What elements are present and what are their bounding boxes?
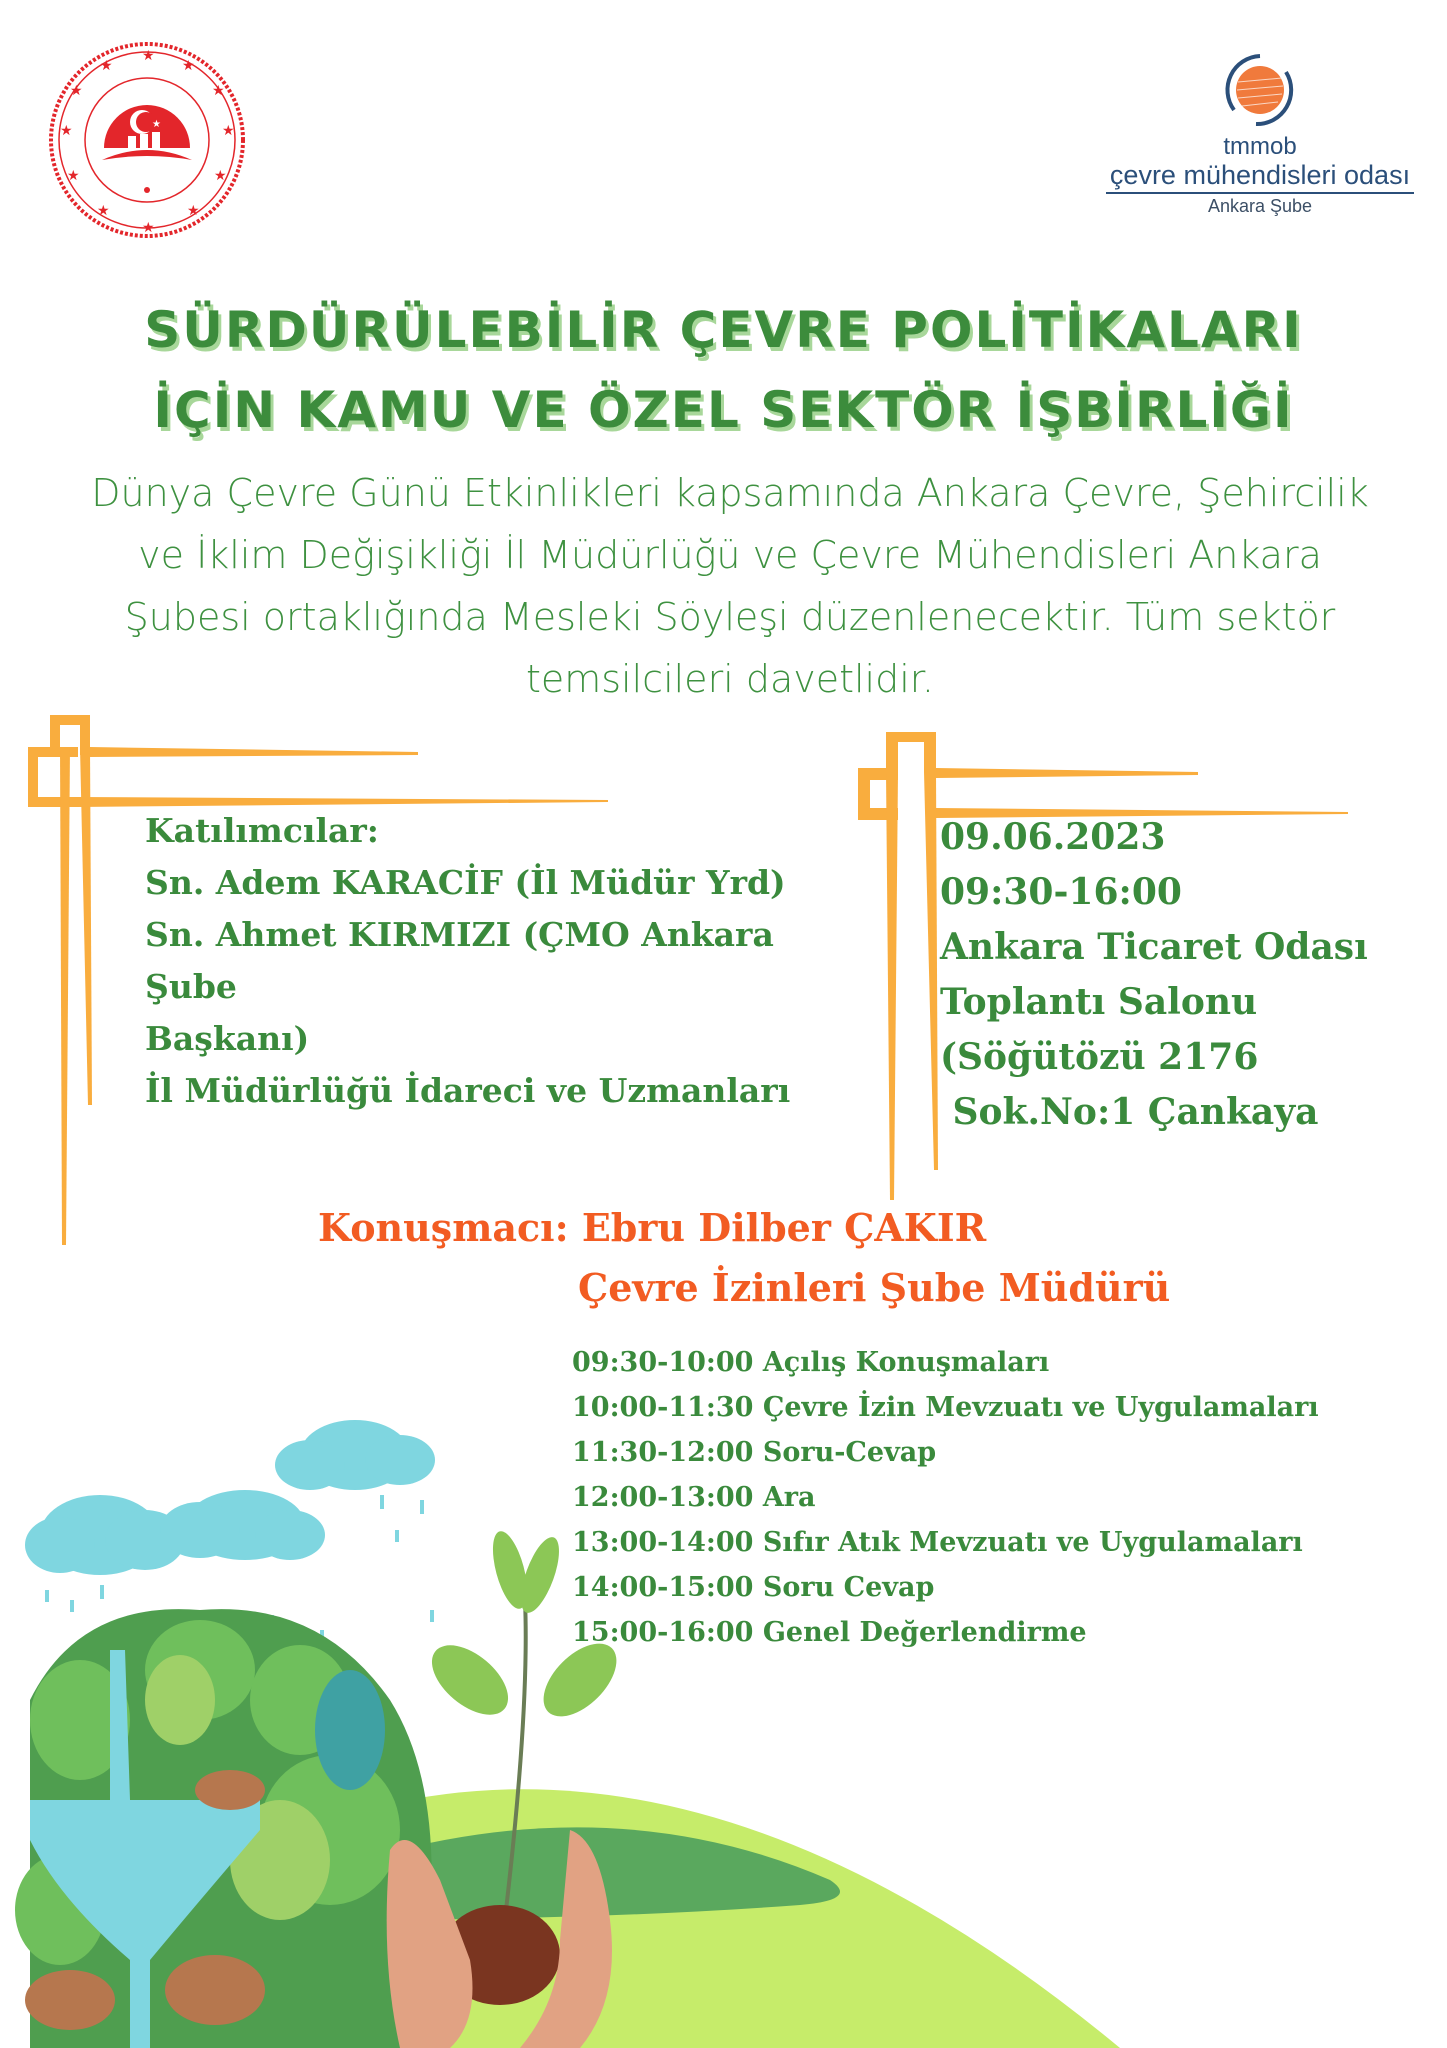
speaker-name: Konuşmacı: Ebru Dilber ÇAKIR	[318, 1205, 987, 1250]
page-title	[0, 290, 1447, 450]
intro-line: Şubesi ortaklığında Mesleki Söyleşi düzenlenecektir. Tüm sektör	[124, 595, 1336, 639]
svg-text:★: ★	[152, 119, 161, 130]
program-item: 13:00-14:00 Sıfır Atık Mevzuatı ve Uygulamaları	[572, 1527, 1303, 1558]
event-time: 09:30-16:00	[940, 871, 1182, 913]
svg-text:★: ★	[60, 123, 73, 139]
participant-line: Sn. Adem KARACİF (İl Müdür Yrd)	[145, 863, 786, 902]
svg-text:★: ★	[142, 48, 155, 64]
svg-text:★: ★	[97, 203, 110, 219]
participants-section	[145, 805, 845, 1117]
tmmob-logo	[1100, 52, 1420, 232]
ministry-logo	[42, 40, 252, 240]
intro-line: Dünya Çevre Günü Etkinlikleri kapsamında Ankara Çevre, Şehircilik	[91, 471, 1369, 515]
event-venue-line: Ankara Ticaret Odası	[940, 926, 1368, 968]
svg-text:★: ★	[182, 58, 195, 74]
svg-text:★: ★	[222, 123, 235, 139]
participant-line: Başkanı)	[145, 1019, 310, 1058]
event-venue-line: Sok.No:1 Çankaya	[940, 1091, 1319, 1133]
tmmob-org-name: çevre mühendisleri odası	[1106, 160, 1414, 194]
tmmob-branch: Ankara Şube	[1207, 196, 1313, 216]
tmmob-globe-icon	[1220, 52, 1300, 130]
program-item: 09:30-10:00 Açılış Konuşmaları	[572, 1347, 1050, 1378]
svg-text:★: ★	[142, 220, 155, 236]
tmmob-word: tmmob	[1223, 133, 1297, 160]
svg-text:★: ★	[187, 203, 200, 219]
program-schedule	[572, 1340, 1352, 1655]
svg-text:★: ★	[100, 58, 113, 74]
program-item: 14:00-15:00 Soru Cevap	[572, 1572, 935, 1603]
intro-paragraph	[40, 462, 1420, 710]
program-item: 10:00-11:30 Çevre İzin Mevzuatı ve Uygulamaları	[572, 1392, 1319, 1423]
participant-line: İl Müdürlüğü İdareci ve Uzmanları	[145, 1071, 791, 1110]
svg-text:★: ★	[70, 83, 83, 99]
speaker-role: Çevre İzinleri Şube Müdürü	[578, 1265, 1171, 1310]
program-item: 15:00-16:00 Genel Değerlendirme	[572, 1617, 1087, 1648]
svg-text:★: ★	[67, 168, 80, 184]
intro-line: temsilcileri davetlidir.	[525, 657, 935, 701]
title-line-2: İÇİN KAMU VE ÖZEL SEKTÖR İŞBİRLİĞİ	[153, 381, 1294, 439]
svg-text:★: ★	[212, 83, 225, 99]
intro-line: ve İklim Değişikliği İl Müdürlüğü ve Çevre Mühendisleri Ankara	[138, 533, 1322, 577]
title-line-1: SÜRDÜRÜLEBİLİR ÇEVRE POLİTİKALARI	[144, 301, 1303, 359]
program-item: 11:30-12:00 Soru-Cevap	[572, 1437, 937, 1468]
participant-line: Sn. Ahmet KIRMIZI (ÇMO Ankara Şube	[145, 915, 774, 1006]
svg-text:★: ★	[214, 168, 227, 184]
event-venue-line: (Söğütözü 2176	[940, 1036, 1259, 1078]
program-item: 12:00-13:00 Ara	[572, 1482, 816, 1513]
event-info-section	[940, 810, 1420, 1140]
participants-heading: Katılımcılar:	[145, 811, 379, 850]
event-venue-line: Toplantı Salonu	[940, 981, 1258, 1023]
event-date: 09.06.2023	[940, 816, 1166, 858]
ministry-seal-icon	[42, 40, 252, 240]
